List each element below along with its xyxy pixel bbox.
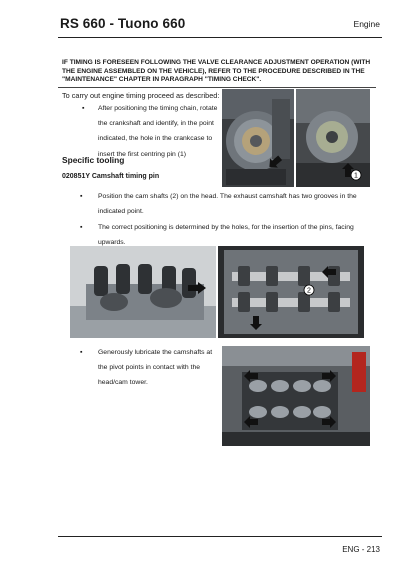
photo-crankcase-pin — [222, 89, 294, 187]
tooling-heading: Specific tooling — [62, 155, 125, 165]
tooling-item: 020851Y Camshaft timing pin — [62, 173, 160, 180]
photo-camshafts-top — [218, 246, 364, 338]
photo-crankcase-detail — [296, 89, 370, 187]
warning-rule — [58, 87, 376, 88]
photo-cam-tower — [222, 346, 370, 446]
header-rule — [58, 37, 382, 38]
step-camshafts — [80, 189, 378, 219]
warning-note: IF TIMING IS FORESEEN FOLLOWING THE VALVE CLEARANCE ADJUSTMENT OPERATION (WITH THE ENGINE ASSEMBLED ON THE VEHICLE), REFER TO THE PROCEDURE DESCRIBED IN THE "MAINTENANCE" CHAPTER IN PARAGRAPH "TIMING CHECK". — [62, 59, 371, 84]
bullet-marker: ▪ — [80, 349, 83, 356]
callout-1: 1 — [354, 172, 358, 180]
step-text: The correct positioning is determined by the holes, for the insertion of the pins, facing upwards. — [98, 224, 354, 247]
bullet-marker: ▪ — [80, 193, 83, 200]
step-crankshaft — [82, 101, 218, 162]
section-label: Engine — [353, 19, 380, 29]
bullet-marker: ▪ — [80, 224, 83, 231]
page-title: RS 660 - Tuono 660 — [60, 16, 186, 31]
photo-camshafts-side — [70, 246, 216, 338]
step-text: Position the cam shafts (2) on the head. The exhaust camshaft has two grooves in the indicated point. — [98, 193, 357, 216]
bullet-marker: ▪ — [82, 105, 85, 112]
step-lubricate — [80, 345, 216, 391]
page-number: ENG - 213 — [342, 545, 380, 554]
step-text: After positioning the timing chain, rotate the crankshaft and identify, in the point indicated, the hole in the crankcase to insert the first centring pin (1) — [98, 105, 218, 158]
intro-text: To carry out engine timing proceed as described: — [62, 91, 220, 100]
step-text: Generously lubricate the camshafts at the pivot points in contact with the head/cam tower. — [98, 349, 213, 387]
callout-2: 2 — [307, 287, 311, 295]
footer-rule — [58, 536, 382, 537]
